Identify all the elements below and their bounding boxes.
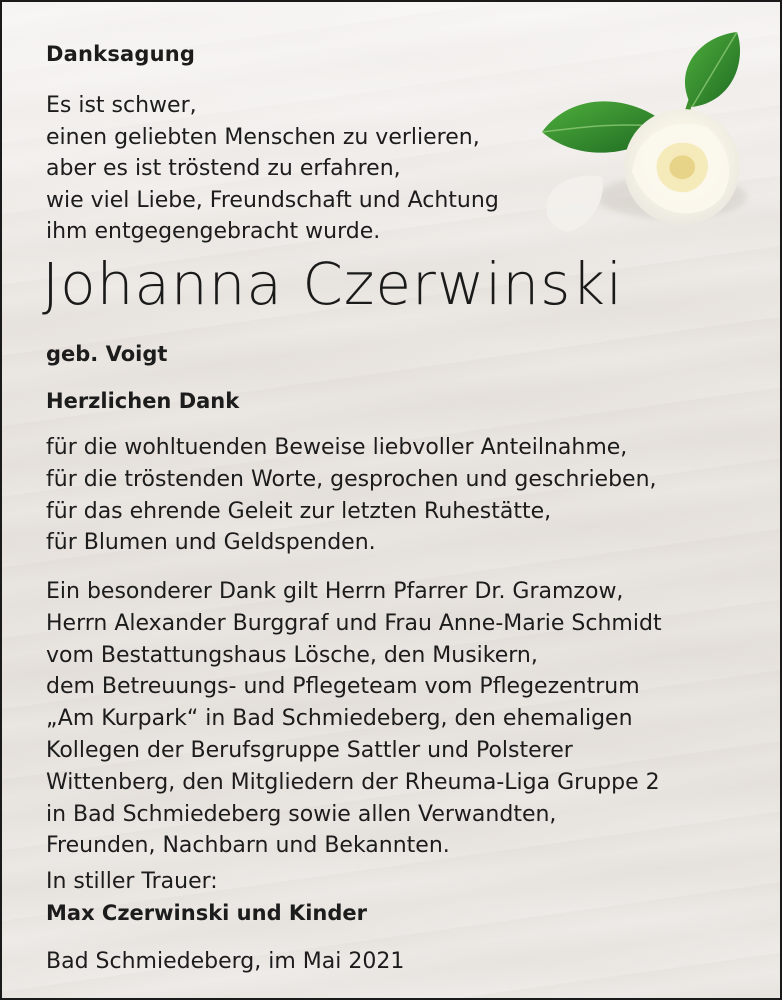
poem-line: Es ist schwer, — [46, 93, 197, 118]
mourning-signers: Max Czerwinski und Kinder — [46, 901, 367, 925]
special-thanks-line: dem Betreuungs- und Pflegeteam vom Pflegezentrum — [46, 674, 640, 700]
special-thanks-line: Kollegen der Berufsgruppe Sattler und Polsterer — [46, 737, 573, 763]
thanks-heading: Herzlichen Dank — [46, 389, 240, 413]
special-thanks-line: Freunden, Nachbarn und Bekannten. — [46, 833, 450, 859]
special-thanks-line: vom Bestattungshaus Lösche, den Musikern, — [46, 642, 538, 668]
poem-line: wie viel Liebe, Freundschaft und Achtung — [46, 187, 499, 213]
thanks-line: für Blumen und Geldspenden. — [46, 530, 376, 556]
special-thanks-line: „Am Kurpark“ in Bad Schmiedeberg, den ehemaligen — [46, 706, 633, 732]
thanks-line: für die tröstenden Worte, gesprochen und geschrieben, — [46, 466, 657, 492]
poem-line: ihm entgegengebracht wurde. — [46, 219, 381, 245]
special-thanks-line: Herrn Alexander Burggraf und Frau Anne-Marie Schmidt — [46, 610, 662, 636]
special-thanks-line: Wittenberg, den Mitgliedern der Rheuma-Liga Gruppe 2 — [46, 769, 660, 795]
place-date: Bad Schmiedeberg, im Mai 2021 — [46, 949, 405, 974]
special-thanks-paragraph — [46, 576, 662, 862]
heading: Danksagung — [46, 42, 196, 66]
deceased-name: Johanna Czerwinski — [42, 250, 624, 318]
white-rose-icon — [522, 22, 752, 242]
birth-name: geb. Voigt — [46, 342, 168, 366]
special-thanks-line: Ein besonderer Dank gilt Herrn Pfarrer Dr. Gramzow, — [46, 579, 624, 604]
thanks-line: für die wohltuenden Beweise liebvoller Anteilnahme, — [46, 435, 628, 460]
mourning-label: In stiller Trauer: — [46, 869, 218, 894]
poem-line: aber es ist tröstend zu erfahren, — [46, 156, 401, 182]
thanks-line: für das ehrende Geleit zur letzten Ruhestätte, — [46, 498, 552, 524]
special-thanks-line: in Bad Schmiedeberg sowie allen Verwandten, — [46, 801, 557, 827]
poem — [46, 90, 499, 248]
thanks-paragraph — [46, 432, 657, 559]
poem-line: einen geliebten Menschen zu verlieren, — [46, 124, 480, 150]
